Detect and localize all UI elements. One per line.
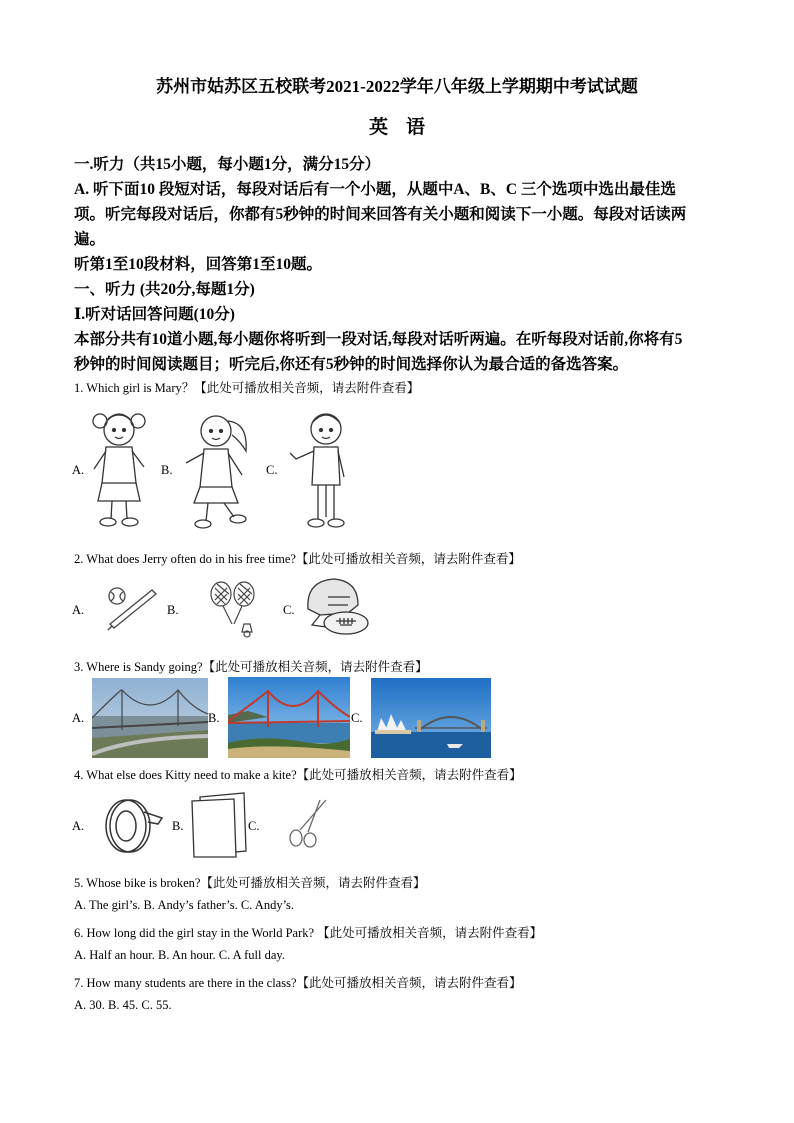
- baseball-bat-icon: [100, 584, 160, 636]
- golden-gate-bridge-photo: [228, 677, 350, 758]
- question-5: 5. Whose bike is broken?【此处可播放相关音频，请去附件查看】: [74, 876, 426, 890]
- section-heading-listening-2: 一、听力 (共20分,每题1分): [74, 281, 255, 298]
- question-3: 3. Where is Sandy going?【此处可播放相关音频，请去附件查看】: [74, 660, 428, 674]
- q3-option-a-label: A.: [72, 711, 85, 725]
- football-helmet-icon: [300, 575, 372, 641]
- question-7: 7. How many students are there in the class?【此处可播放相关音频，请去附件查看】: [74, 976, 522, 990]
- q6-answer-options: A. Half an hour. B. An hour. C. A full day.: [74, 948, 285, 962]
- paper-sheets-icon: [188, 791, 248, 859]
- tape-roll-icon: [100, 794, 166, 856]
- subject-heading: 英语: [368, 117, 443, 138]
- q1-option-a-label: A.: [72, 463, 85, 477]
- q5-answer-options: A. The girl’s. B. Andy’s father’s. C. Andy’s.: [74, 898, 295, 912]
- part-a-instruction-line3: 遍。: [74, 231, 106, 248]
- q4-option-b-label: B.: [172, 819, 184, 833]
- sydney-opera-house-photo: [371, 678, 491, 758]
- q7-answer-options: A. 30. B. 45. C. 55.: [74, 998, 172, 1012]
- q3-option-c-label: C.: [351, 711, 363, 725]
- q2-option-c-label: C.: [283, 603, 295, 617]
- part-1-description-line2: 秒钟的时间阅读题目；听完后,你还有5秒钟的时间选择你认为最合适的备选答案。: [74, 356, 629, 373]
- document-title: 苏州市姑苏区五校联考2021-2022学年八年级上学期期中考试试题: [156, 77, 638, 96]
- question-6: 6. How long did the girl stay in the World Park? 【此处可播放相关音频，请去附件查看】: [74, 926, 543, 940]
- q4-option-a-label: A.: [72, 819, 85, 833]
- q2-option-b-label: B.: [167, 603, 179, 617]
- scissors-icon: [286, 796, 332, 848]
- question-4: 4. What else does Kitty need to make a kite?【此处可播放相关音频，请去附件查看】: [74, 768, 522, 782]
- section-heading-listening: 一.听力（共15小题，每小题1分，满分15分）: [74, 156, 381, 173]
- part-1-description-line1: 本部分共有10道小题,每小题你将听到一段对话,每段对话听两遍。在听每段对话前,你将有5: [74, 331, 683, 348]
- badminton-rackets-icon: [206, 580, 262, 638]
- boy-illustration: [284, 405, 364, 531]
- question-2: 2. What does Jerry often do in his free time?【此处可播放相关音频，请去附件查看】: [74, 552, 521, 566]
- q2-option-a-label: A.: [72, 603, 85, 617]
- part-1-heading: Ⅰ.听对话回答问题(10分): [74, 306, 235, 323]
- suspension-bridge-river-photo: [92, 678, 208, 758]
- q4-option-c-label: C.: [248, 819, 260, 833]
- question-1: 1. Which girl is Mary？【此处可播放相关音频，请去附件查看】: [74, 381, 420, 395]
- q3-option-b-label: B.: [208, 711, 220, 725]
- listen-range: 听第1至10段材料，回答第1至10题。: [74, 256, 323, 273]
- part-a-instruction-line1: A. 听下面10 段短对话，每段对话后有一个小题，从题中A、B、C 三个选项中选出最佳选: [74, 181, 676, 198]
- girl-with-ponytail-illustration: [176, 405, 256, 531]
- girl-with-pigtails-illustration: [86, 405, 152, 531]
- part-a-instruction-line2: 项。听完每段对话后，你都有5秒钟的时间来回答有关小题和阅读下一小题。每段对话读两: [74, 206, 687, 223]
- q1-option-c-label: C.: [266, 463, 278, 477]
- q1-option-b-label: B.: [161, 463, 173, 477]
